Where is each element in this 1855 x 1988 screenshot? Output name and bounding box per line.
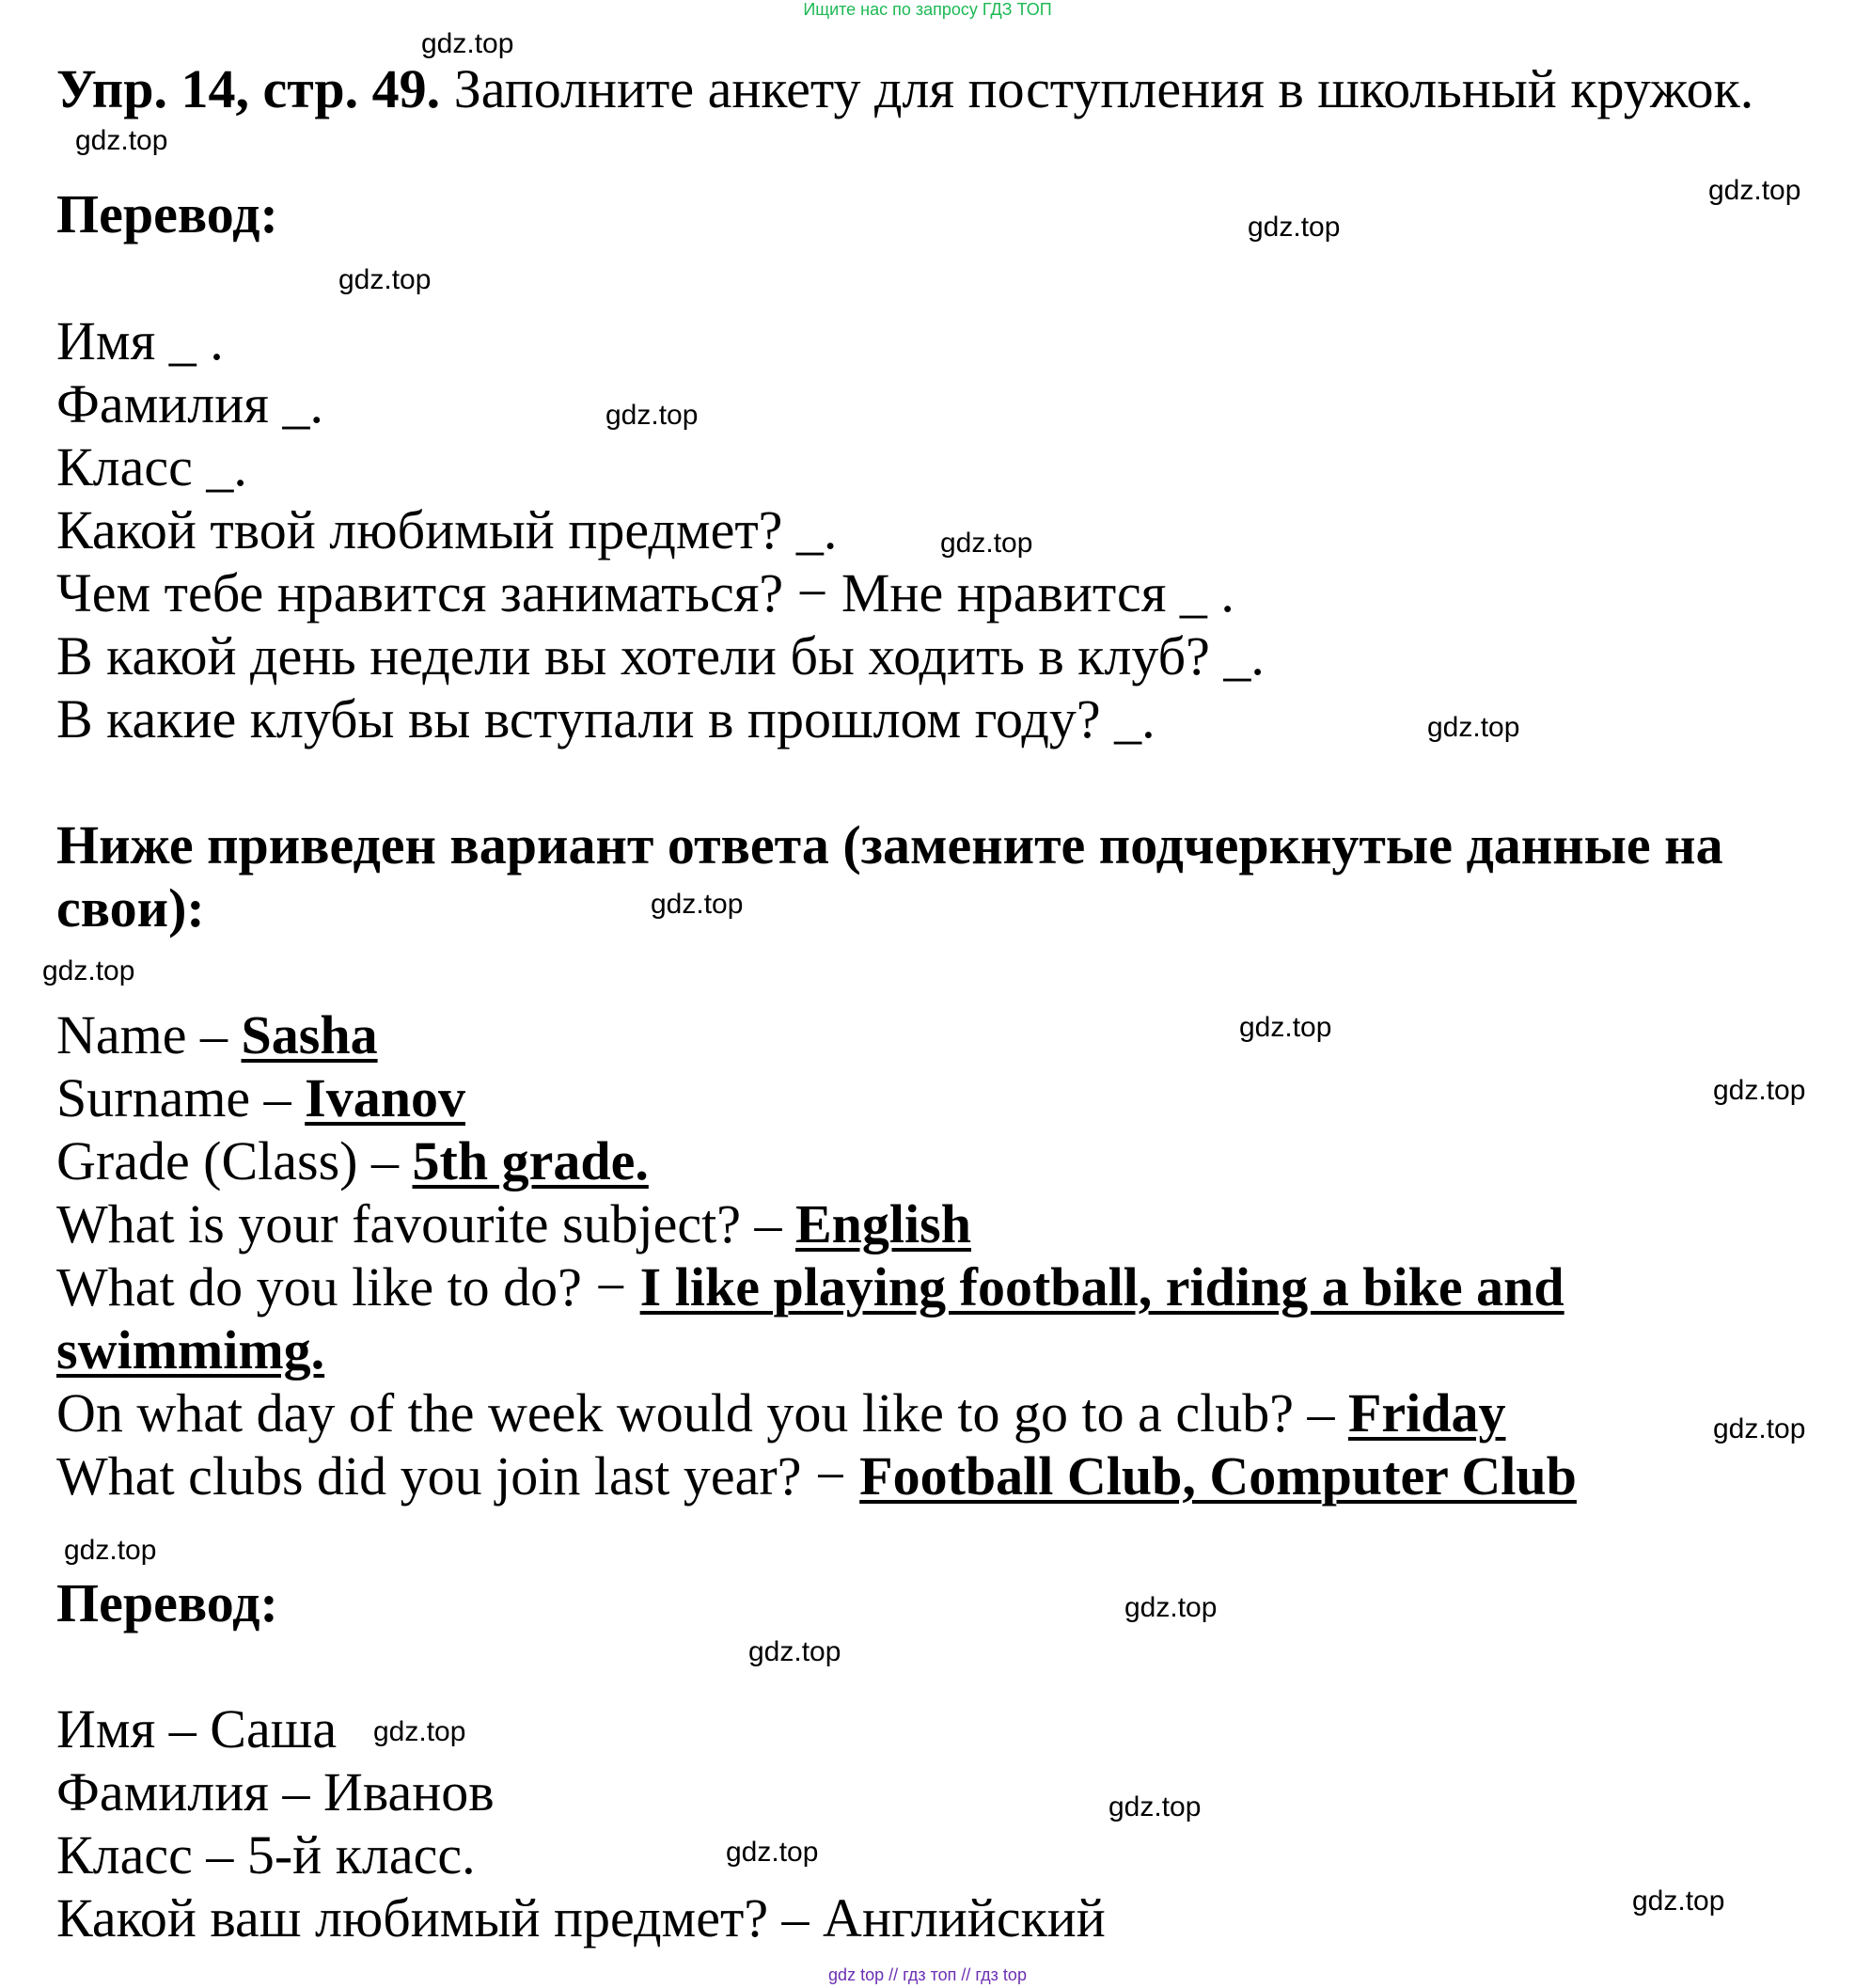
watermark: gdz.top — [1708, 175, 1801, 206]
watermark: gdz.top — [1248, 212, 1341, 243]
form-line-hobby: Чем тебе нравится заниматься? − Мне нравится _ . — [56, 562, 1234, 623]
form-line-class: Класс _. — [56, 436, 247, 497]
watermark: gdz.top — [605, 400, 699, 431]
answer-surname — [56, 1067, 465, 1129]
answer-grade-value: 5th grade. — [412, 1130, 649, 1191]
form-line-name: Имя _ . — [56, 310, 224, 371]
watermark: gdz.top — [1427, 712, 1520, 743]
answer-subject-question: What is your favourite subject? – — [56, 1193, 795, 1254]
answer-surname-question: Surname – — [56, 1067, 306, 1128]
answer-like — [56, 1256, 1564, 1318]
watermark: gdz.top — [1124, 1592, 1218, 1623]
translation-subject: Какой ваш любимый предмет? – Английский — [56, 1887, 1106, 1949]
exercise-number: Упр. 14, стр. 49. — [56, 58, 441, 119]
answer-grade — [56, 1130, 649, 1192]
form-line-subject: Какой твой любимый предмет? _. — [56, 499, 838, 560]
answer-clubs — [56, 1445, 1577, 1507]
answer-like-value: I like playing football, riding a bike and — [639, 1256, 1564, 1317]
answer-grade-question: Grade (Class) – — [56, 1130, 413, 1191]
translation-class: Класс – 5-й класс. — [56, 1824, 476, 1885]
form-line-day: В какой день недели вы хотели бы ходить в клуб? _. — [56, 625, 1265, 686]
translation-surname: Фамилия – Иванов — [56, 1761, 495, 1822]
answer-day-question: On what day of the week would you like to go to a club? – — [56, 1382, 1348, 1444]
watermark: gdz.top — [726, 1837, 819, 1868]
answer-like-question: What do you like to do? − — [56, 1256, 640, 1317]
answer-like-value-2: swimmimg. — [56, 1319, 325, 1381]
form-line-surname: Фамилия _. — [56, 373, 323, 434]
watermark: gdz.top — [421, 28, 514, 59]
watermark: gdz.top — [373, 1716, 466, 1747]
exercise-title — [56, 58, 1753, 120]
watermark: gdz.top — [1713, 1413, 1806, 1444]
answer-day-value: Friday — [1347, 1382, 1506, 1444]
watermark: gdz.top — [64, 1535, 157, 1566]
translation-name: Имя – Саша — [56, 1698, 338, 1759]
answer-name — [56, 1004, 378, 1066]
form-line-clubs: В какие клубы вы вступали в прошлом году? _. — [56, 688, 1155, 749]
exercise-task: Заполните анкету для поступления в школьный кружок. — [440, 58, 1754, 119]
answer-name-question: Name – — [56, 1004, 242, 1065]
watermark: gdz.top — [75, 125, 168, 156]
watermark: gdz.top — [42, 955, 135, 986]
answer-name-value: Sasha — [241, 1004, 378, 1065]
answer-clubs-value: Football Club, Computer Club — [859, 1445, 1577, 1507]
answer-like-continued — [56, 1319, 324, 1381]
answer-day — [56, 1382, 1506, 1444]
answer-surname-value: Ivanov — [305, 1067, 465, 1128]
watermark: gdz.top — [338, 264, 432, 295]
watermark: gdz.top — [1108, 1791, 1202, 1822]
answer-header-line1: Ниже приведен вариант ответа (замените подчеркнутые данные на — [56, 814, 1723, 876]
watermark: gdz.top — [940, 528, 1033, 559]
watermark: gdz.top — [1713, 1075, 1806, 1106]
bottom-banner: gdz top // гдз топ // гдз top — [828, 1965, 1027, 1984]
answer-clubs-question: What clubs did you join last year? − — [56, 1445, 860, 1507]
watermark: gdz.top — [651, 889, 744, 920]
watermark: gdz.top — [1632, 1885, 1725, 1917]
translation-header-2: Перевод: — [56, 1572, 278, 1633]
top-banner: Ищите нас по запросу ГДЗ ТОП — [803, 0, 1052, 19]
answer-subject — [56, 1193, 971, 1255]
watermark: gdz.top — [748, 1636, 841, 1667]
answer-subject-value: English — [794, 1193, 971, 1254]
watermark: gdz.top — [1239, 1012, 1332, 1043]
translation-header-1: Перевод: — [56, 183, 278, 245]
answer-header-line2: свои): — [56, 877, 205, 939]
